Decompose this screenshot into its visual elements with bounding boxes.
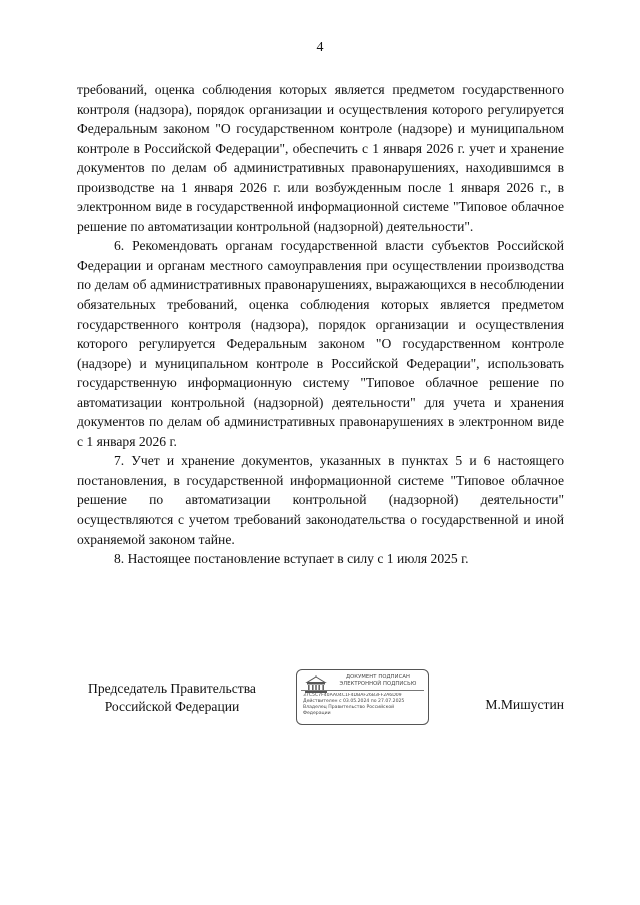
stamp-certificate: 37С5С7F40AA04C1F4DBAF26B3FF2A6D09: [303, 693, 402, 698]
stamp-details: [303, 693, 427, 717]
paragraph-7: 7. Учет и хранение документов, указанных в пунктах 5 и 6 настоящего постановления, в государственной информационной системе "Типовое облачное решение по автоматизации контрольной (надзорной) деятельности" осуществляются с учетом требований законодательства о государственной и иной охраняемой законом тайне.: [77, 453, 564, 547]
signature-block: [77, 674, 564, 740]
paragraph-5-continuation: требований, оценка соблюдения которых является предметом государственного контроля (надзора), порядок организации и осуществления которого регулируется Федеральным законом "О государственном контроле (надзоре) и муниципальном контроле в Российской Федерации", обеспечить с 1 января 2026 г. учет и хранение документов по делам об административных правонарушениях, находившимся в производстве на 1 января 2026 г. или возбужденным после 1 января 2026 г., в электронном виде в государственной информационной системе "Типовое облачное решение по автоматизации контрольной (надзорной) деятельности".: [77, 82, 564, 234]
signatory-name: М.Мишустин: [485, 697, 564, 712]
signatory-title-line1: Председатель Правительства: [88, 681, 256, 696]
stamp-owner-line1: Владелец Правительство Российской: [303, 705, 395, 710]
stamp-divider: [301, 690, 424, 691]
stamp-valid: Действителен с 03.05.2024 по 27.07.2025: [303, 699, 405, 704]
stamp-owner-line2: Федерации: [303, 711, 331, 716]
paragraph-6: 6. Рекомендовать органам государственной власти субъектов Российской Федерации и органам местного самоуправления при осуществлении производства по делам об административных правонарушениях, выражающихся в несоблюдении обязательных требований, оценка соблюдения которых является предметом государственного контроля (надзора), порядок организации и осуществления которого регулируется Федеральным законом "О государственном контроле (надзоре) и муниципальном контроле в Российской Федерации", использовать государственную информационную систему "Типовое облачное решение по автоматизации контрольной (надзорной) деятельности" для учета и хранения документов по делам об административных правонарушениях в электронном виде с 1 января 2026 г.: [77, 238, 564, 449]
stamp-title-line1: ДОКУМЕНТ ПОДПИСАН: [345, 674, 411, 680]
stamp-title: [331, 674, 425, 687]
government-building-icon: [303, 675, 329, 695]
signatory-title-line2: Российской Федерации: [104, 699, 240, 714]
signatory-title: [77, 680, 267, 716]
page-number: 4: [316, 40, 324, 55]
paragraph-8: 8. Настоящее постановление вступает в силу с 1 июля 2025 г.: [114, 551, 469, 567]
electronic-signature-stamp: [296, 669, 429, 725]
stamp-title-line2: ЭЛЕКТРОННОЙ ПОДПИСЬЮ: [339, 680, 417, 687]
document-body: [77, 80, 564, 569]
